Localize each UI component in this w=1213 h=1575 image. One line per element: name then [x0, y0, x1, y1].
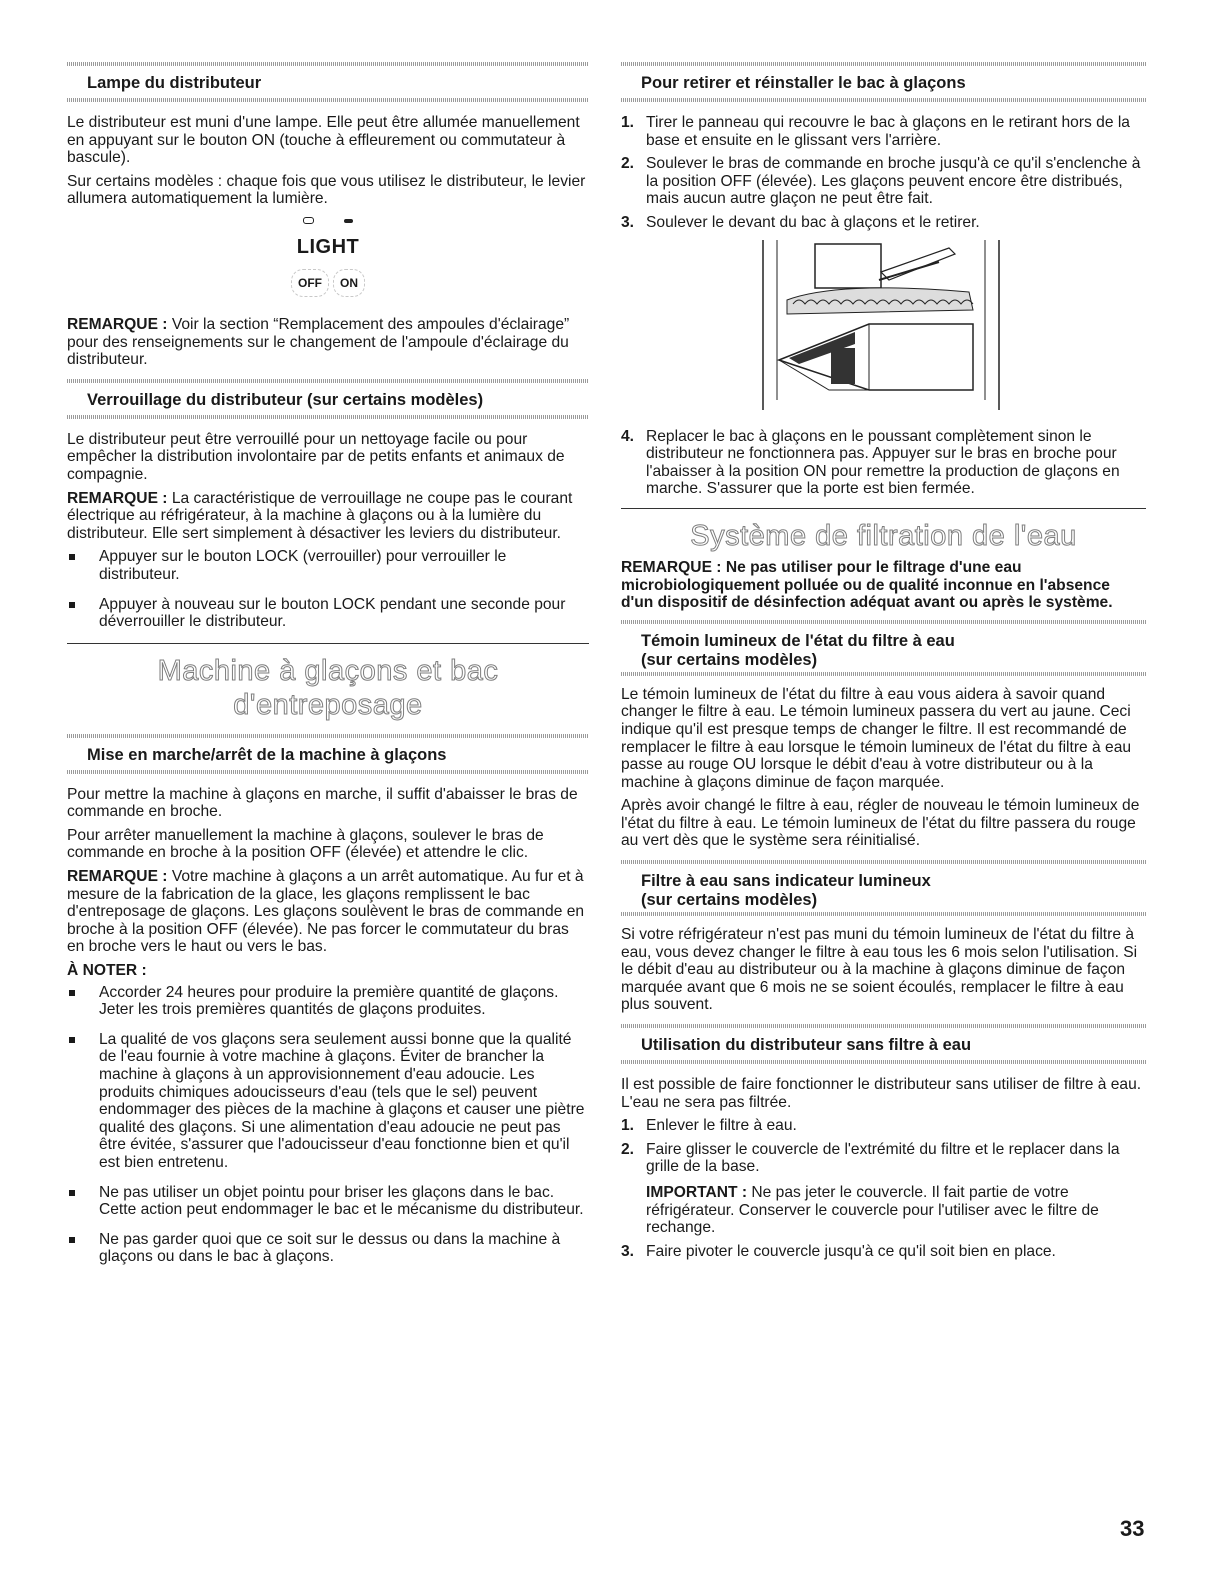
heading-line: Filtre à eau sans indicateur lumineux: [641, 872, 931, 891]
steps-list: [621, 428, 1146, 498]
heading-mise-en-marche: Mise en marche/arrêt de la machine à glaçons: [87, 745, 447, 764]
step-item: [621, 114, 1146, 149]
bullet-square-icon: [69, 1190, 75, 1196]
list-item: [67, 1184, 589, 1219]
step-number: 2.: [621, 155, 635, 173]
list-item: [67, 1231, 589, 1266]
step-text: Soulever le bras de commande en broche jusqu'à ce qu'il s'enclenche à la position OFF (élevée). Les glaçons peuvent encore être distribués, mais aucun autre glaçon ne peut être fait.: [646, 155, 1141, 208]
list-item-text: Ne pas garder quoi que ce soit sur le dessus ou dans la machine à glaçons ou dans le bac à glaçons.: [99, 1230, 561, 1266]
indicator-row: [67, 214, 589, 228]
steps-list: [621, 1117, 1146, 1176]
step-number: 1.: [621, 114, 635, 131]
a-noter-label: À NOTER :: [67, 962, 147, 980]
paragraph: Pour mettre la machine à glaçons en marche, il suffit d'abaisser le bras de commande en broche.: [67, 785, 578, 821]
note-paragraph: [67, 490, 589, 543]
paragraph: Le témoin lumineux de l'état du filtre à eau vous aidera à savoir quand changer le filtre à eau. Le témoin lumineux passera du vert au jaune. Ceci indique qu'il est presque temps de changer le filtre. Il est recommandé de remplacer le filtre à eau lorsque le témoin lumineux de l'état du filtre à eau passe au rouge OU lorsque le débit d'eau à votre distributeur ou à la machine à glaçons diminue de façon marquée.: [621, 685, 1132, 791]
paragraph: Après avoir changé le filtre à eau, régler de nouveau le témoin lumineux de l'état du filtre à eau. Le témoin lumineux de l'état du filtre passera du rouge au vert dès que le système sera réinitialisé.: [621, 797, 1140, 850]
toggle-switch-icon: [291, 269, 365, 297]
step-item: [621, 428, 1146, 498]
left-column: [67, 62, 589, 1278]
list-item-text: Accorder 24 heures pour produire la première quantité de glaçons. Jeter les trois premières quantités de glaçons produites.: [99, 983, 559, 1019]
right-column: [621, 62, 1146, 1268]
heading-line: (sur certains modèles): [641, 891, 818, 910]
paragraph: Le distributeur peut être verrouillé pour un nettoyage facile ou pour empêcher la distribution involontaire par de petits enfants et animaux de compagnie.: [67, 430, 565, 483]
bullet-list: [67, 984, 589, 1266]
step-text: Replacer le bac à glaçons en le poussant complètement sinon le distributeur ne fonctionnera pas. Appuyer sur le bras en broche pour l'abaisser à la position ON pour remettre la production de glaçons en marche. S'assurer que la porte est bien fermée.: [646, 427, 1120, 498]
dotted-rule: [67, 770, 589, 774]
step-item: [621, 214, 1146, 232]
note-paragraph: [67, 868, 589, 956]
important-paragraph: [646, 1184, 1146, 1237]
dotted-rule: [67, 62, 589, 66]
dotted-rule: [621, 620, 1146, 624]
paragraph: Il est possible de faire fonctionner le distributeur sans utiliser de filtre à eau. L'eau ne sera pas filtrée.: [621, 1076, 1142, 1111]
list-item-text: Appuyer à nouveau sur le bouton LOCK pendant une seconde pour déverrouiller le distributeur.: [99, 595, 566, 631]
dotted-rule: [621, 672, 1146, 676]
list-item: [67, 548, 589, 583]
page-number: 33: [1120, 1516, 1145, 1541]
heading-utilisation-sans-filtre: Utilisation du distributeur sans filtre à eau: [641, 1036, 972, 1055]
step-item: [621, 1117, 1146, 1135]
section-title-line: d'entreposage: [233, 688, 423, 721]
ice-bin-illustration: [759, 240, 1003, 410]
list-item: [67, 984, 589, 1019]
bullet-square-icon: [69, 554, 75, 560]
important-text: Ne pas jeter le couvercle. Il fait partie de votre réfrigérateur. Conserver le couvercle pour l'utiliser avec le filtre de rechange.: [646, 1184, 1099, 1237]
step-number: 1.: [621, 1117, 635, 1135]
dotted-rule: [67, 98, 589, 102]
dotted-rule: [621, 912, 1146, 916]
dotted-rule: [621, 62, 1146, 66]
paragraph: Sur certains modèles : chaque fois que vous utilisez le distributeur, le levier allumera automatiquement la lumière.: [67, 172, 586, 208]
step-text: Faire pivoter le couvercle jusqu'à ce qu'il soit bien en place.: [646, 1242, 1056, 1260]
note-paragraph: [67, 316, 589, 369]
dotted-rule: [621, 98, 1146, 102]
indicator-off-icon: [303, 217, 314, 224]
note-label: REMARQUE :: [67, 868, 168, 886]
steps-list: [621, 1243, 1146, 1261]
heading-line: Témoin lumineux de l'état du filtre à eau: [641, 631, 955, 650]
bullet-list: [67, 548, 589, 630]
step-item: [621, 1141, 1146, 1176]
note-text: Votre machine à glaçons a un arrêt automatique. Au fur et à mesure de la fabrication de la glace, les glaçons remplissent le bac d'entreposage de glaçons. Les glaçons soulèvent le bras de commande en broche à la position OFF (élevée). Ne pas forcer le commutateur du bras en broche vers le haut ou vers le bas.: [67, 868, 585, 956]
paragraph: Pour arrêter manuellement la machine à glaçons, soulever le bras de commande en broche à la position OFF (élevée) et attendre le clic.: [67, 826, 544, 862]
bullet-square-icon: [69, 1037, 75, 1043]
step-item: [621, 155, 1146, 208]
section-divider: [621, 508, 1146, 509]
step-text: Tirer le panneau qui recouvre le bac à glaçons en le retirant hors de la base et ensuite en le glissant vers l'arrière.: [646, 114, 1130, 149]
paragraph: Si votre réfrigérateur n'est pas muni du témoin lumineux de l'état du filtre à eau, vous devez changer le filtre à eau tous les 6 mois selon l'utilisation. Si le débit d'eau au distributeur ou à la machine à glaçons diminue de façon marquée avant que 6 mois ne se soient écoulés, remplacer le filtre à eau plus souvent.: [621, 926, 1138, 1014]
step-text: Soulever le devant du bac à glaçons et le retirer.: [646, 213, 980, 231]
step-text: Faire glisser le couvercle de l'extrémité du filtre et le replacer dans la grille de la base.: [646, 1140, 1120, 1176]
important-label: IMPORTANT :: [646, 1184, 748, 1201]
step-number: 2.: [621, 1140, 635, 1158]
note-label: REMARQUE :: [67, 489, 168, 507]
heading-filtre-sans-indicateur: [641, 872, 1146, 910]
heading-line: (sur certains modèles): [641, 650, 818, 669]
dotted-rule: [621, 1024, 1146, 1028]
note-text: La caractéristique de verrouillage ne coupe pas le courant électrique au réfrigérateur, à la machine à glaçons ou à la lumière du distributeur. Elle sert simplement à désactiver les leviers du distributeur.: [67, 489, 573, 542]
heading-verrouillage: Verrouillage du distributeur (sur certains modèles): [87, 390, 484, 409]
dotted-rule: [621, 860, 1146, 864]
note-text: Voir la section “Remplacement des ampoules d'éclairage” pour des renseignements sur le changement de l'ampoule d'éclairage du distributeur.: [67, 315, 570, 369]
indicator-on-icon: [344, 219, 353, 223]
switch-on-label: ON: [333, 269, 365, 297]
paragraph: Le distributeur est muni d'une lampe. Elle peut être allumée manuellement en appuyant sur le bouton ON (touche à effleurement ou commutateur à bascule).: [67, 114, 580, 167]
step-text: Enlever le filtre à eau.: [646, 1117, 797, 1135]
heading-retirer-bac: Pour retirer et réinstaller le bac à glaçons: [641, 74, 966, 92]
dotted-rule: [67, 415, 589, 419]
section-title: [67, 654, 589, 722]
step-number: 3.: [621, 1242, 635, 1260]
switch-off-label: OFF: [291, 269, 329, 297]
step-number: 3.: [621, 213, 635, 231]
warning-note: REMARQUE : Ne pas utiliser pour le filtrage d'une eau microbiologiquement polluée ou de qualité inconnue en l'absence d'un dispositif de désinfection adéquat avant ou après le système.: [621, 558, 1113, 612]
section-title-line: Machine à glaçons et bac: [157, 654, 499, 687]
step-item: [621, 1243, 1146, 1261]
dotted-rule: [621, 1060, 1146, 1064]
heading-lampe: Lampe du distributeur: [87, 74, 262, 92]
light-switch-figure: [67, 214, 589, 308]
note-label: REMARQUE :: [67, 315, 168, 333]
section-divider: [67, 643, 589, 644]
list-item-text: La qualité de vos glaçons sera seulement aussi bonne que la qualité de l'eau fournie à votre machine à glaçons. Éviter de brancher la machine à glaçons à un approvisionnement d'eau adoucie. Les produits chimiques adoucisseurs d'eau (tels que le sel) peuvent endommager des pièces de la machine à glaçons et causer une piètre qualité des glaçons. Si une alimentation d'eau adoucie ne peut pas être évitée, s'assurer que l'adoucisseur d'eau fonctionne bien et qu'il est bien entretenu.: [99, 1030, 585, 1171]
list-item: [67, 1031, 589, 1172]
list-item-text: Appuyer sur le bouton LOCK (verrouiller) pour verrouiller le distributeur.: [99, 548, 507, 583]
bullet-square-icon: [69, 1237, 75, 1243]
dotted-rule: [67, 379, 589, 383]
bullet-square-icon: [69, 602, 75, 608]
dotted-rule: [67, 734, 589, 738]
bullet-square-icon: [69, 990, 75, 996]
list-item: [67, 596, 589, 631]
heading-temoin: [641, 632, 1146, 670]
light-label: LIGHT: [296, 235, 360, 258]
steps-list: [621, 114, 1146, 232]
list-item-text: Ne pas utiliser un objet pointu pour briser les glaçons dans le bac. Cette action peut endommager le bac et le mécanisme du distributeur.: [99, 1183, 584, 1219]
step-number: 4.: [621, 427, 635, 445]
section-title: Système de filtration de l'eau: [690, 519, 1077, 552]
